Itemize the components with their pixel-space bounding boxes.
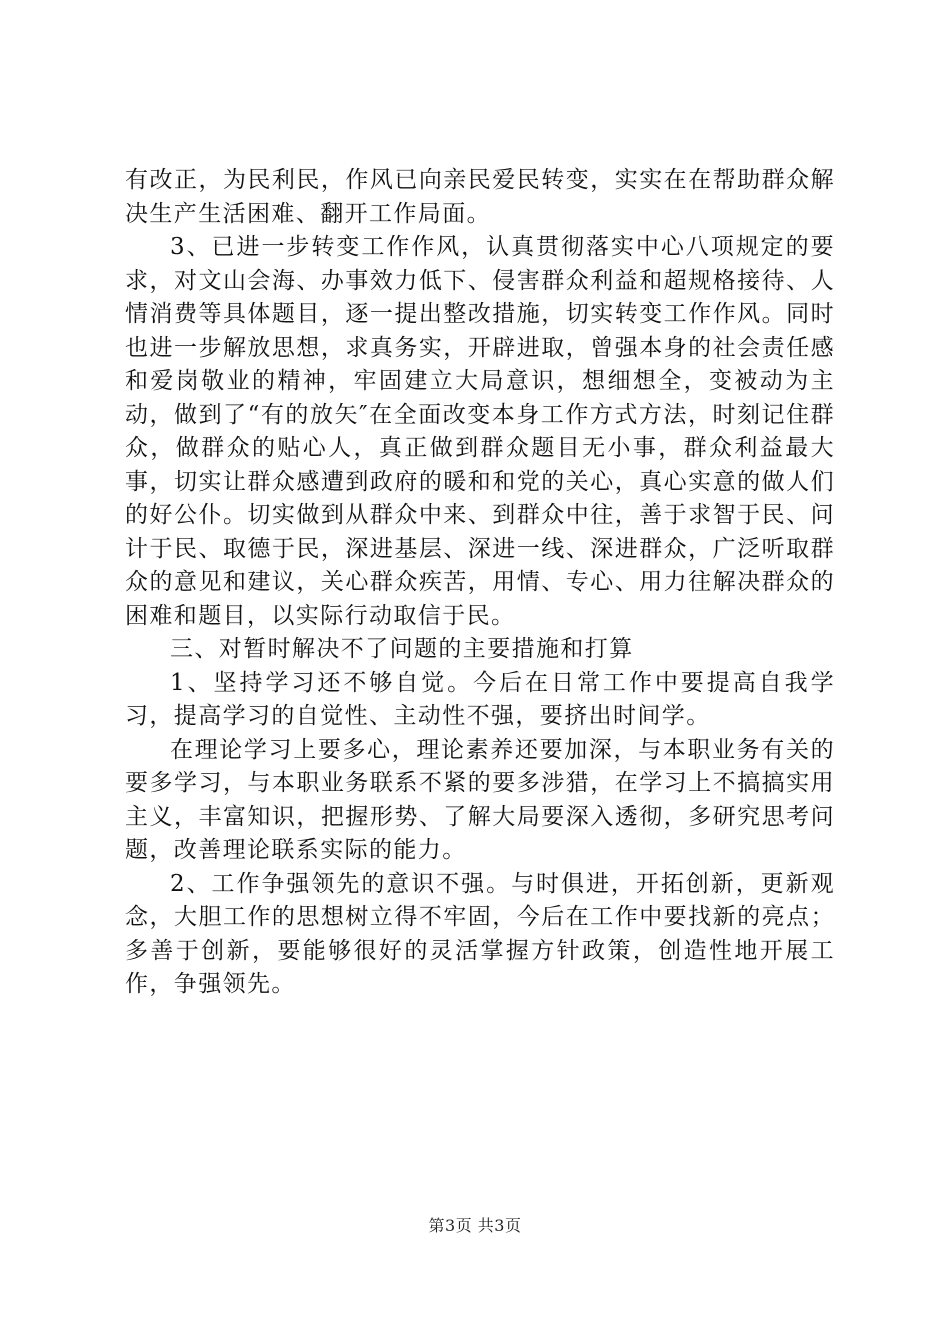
paragraph-theory-study: 在理论学习上要多心，理论素养还要加深，与本职业务有关的要多学习，与本职业务联系不紧的要多涉猎，在学习上不搞搞实用主义，丰富知识，把握形势、了解大局要深入透彻，多研究思考问题，改善理论联系实际的能力。 [125, 736, 835, 863]
document-body [125, 164, 835, 1002]
paragraph-measure-1: 1、坚持学习还不够自觉。今后在日常工作中要提高自我学习，提高学习的自觉性、主动性不强，要挤出时间学。 [125, 669, 835, 729]
page-footer [0, 1213, 950, 1236]
page-number-label: 第3页 共3页 [428, 1216, 522, 1235]
paragraph-continued: 有改正，为民利民，作风已向亲民爱民转变，实实在在帮助群众解决生产生活困难、翻开工作局面。 [125, 167, 835, 227]
section-heading-3: 三、对暂时解决不了问题的主要措施和打算 [170, 636, 634, 662]
paragraph-item-3: 3、已进一步转变工作作风，认真贯彻落实中心八项规定的要求，对文山会海、办事效力低下、侵害群众利益和超规格接待、人情消费等具体题目，逐一提出整改措施，切实转变工作作风。同时也进一步解放思想，求真务实，开辟进取，曾强本身的社会责任感和爱岗敬业的精神，牢固建立大局意识，想细想全，变被动为主动，做到了“有的放矢″在全面改变本身工作方式方法，时刻记住群众，做群众的贴心人，真正做到群众题目无小事，群众利益最大事，切实让群众感遭到政府的暖和和党的关心，真心实意的做人们的好公仆。切实做到从群众中来、到群众中往，善于求智于民、问计于民、取德于民，深进基层、深进一线、深进群众，广泛听取群众的意见和建议，关心群众疾苦，用情、专心、用力往解决群众的困难和题目，以实际行动取信于民。 [125, 234, 835, 629]
paragraph-measure-2: 2、工作争强领先的意识不强。与时俱进，开拓创新，更新观念，大胆工作的思想树立得不牢固，今后在工作中要找新的亮点；多善于创新，要能够很好的灵活掌握方针政策，创造性地开展工作，争强领先。 [125, 870, 835, 997]
